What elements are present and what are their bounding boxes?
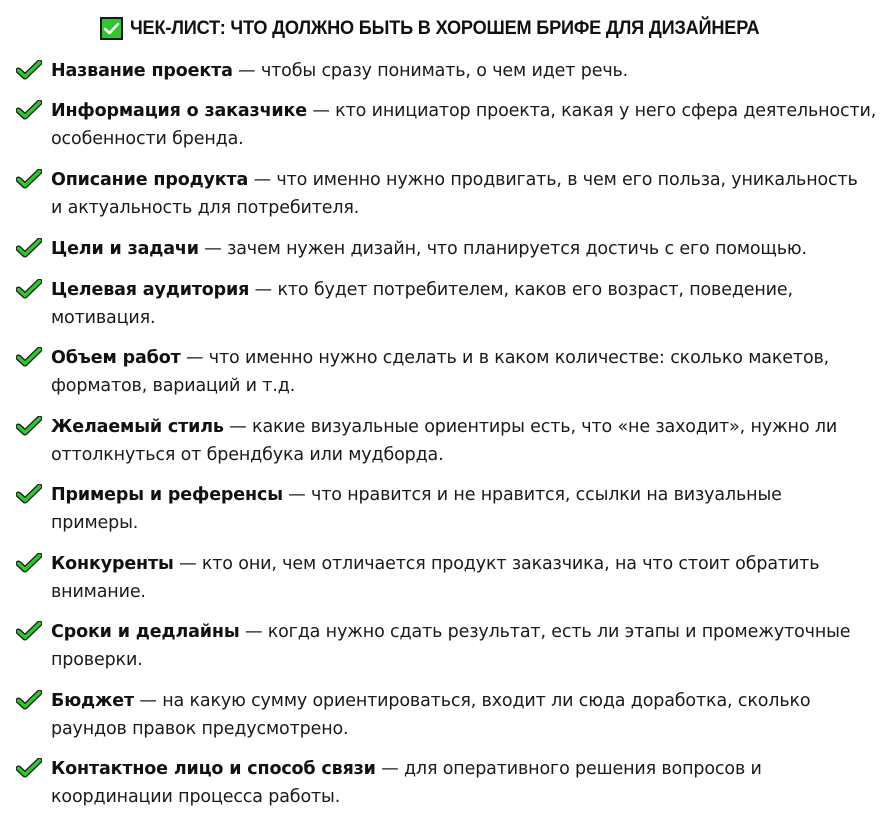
checklist-item-description: — кто инициатор проекта, какая у него сфера деятельности, — [307, 101, 877, 121]
checklist-item-text — [51, 688, 889, 743]
checklist-item-line-1 — [51, 236, 889, 264]
checklist-item-term: Контактное лицо и способ связи — [51, 759, 376, 779]
checklist-item-term: Желаемый стиль — [51, 417, 224, 437]
checklist-item-term: Название проекта — [51, 61, 233, 81]
checklist-item-line-1 — [51, 277, 889, 305]
checklist-item-text — [51, 619, 889, 674]
checklist-item-description-continued: координации процесса работы. — [51, 786, 341, 807]
checklist-item-text — [51, 756, 889, 811]
checklist-item-description: — что нравится и не нравится, ссылки на визуальные — [282, 485, 782, 505]
checked-box-icon — [100, 17, 123, 40]
checkmark-icon — [16, 484, 42, 504]
checkmark-icon — [16, 690, 42, 710]
checkmark-icon — [16, 279, 42, 299]
checklist-item-description: — кто они, чем отличается продукт заказчика, на что стоит обратить — [173, 554, 820, 574]
checkmark-icon — [16, 553, 42, 573]
checklist-item-description: — когда нужно сдать результат, есть ли этапы и промежуточные — [239, 622, 851, 642]
checklist-item-line-1 — [51, 756, 889, 784]
checklist-item-description: — на какую сумму ориентироваться, входит ли сюда доработка, сколько — [134, 691, 811, 711]
checklist-item-line-1 — [51, 482, 889, 510]
checklist-item-line-1 — [51, 167, 889, 195]
checklist-item-description-continued: форматов, вариаций и т.д. — [51, 375, 296, 396]
checkmark-icon — [16, 621, 42, 641]
page-title: ЧЕК-ЛИСТ: ЧТО ДОЛЖНО БЫТЬ В ХОРОШЕМ БРИФЕ ДЛЯ ДИЗАЙНЕРА — [130, 16, 760, 39]
checklist-item-text — [51, 482, 889, 537]
checklist-item-term: Конкуренты — [51, 554, 174, 574]
checkmark-icon — [16, 416, 42, 436]
checklist-item-description-continued: проверки. — [51, 649, 143, 670]
checklist-item-description-continued: и актуальность для потребителя. — [51, 197, 360, 218]
checklist-item-term: Примеры и референсы — [51, 485, 283, 505]
checkmark-icon — [16, 100, 42, 120]
checklist-item-line-1 — [51, 58, 889, 86]
checklist-item-description-continued: оттолкнуться от брендбука или мудборда. — [51, 444, 444, 465]
checkmark-icon — [16, 758, 42, 778]
checklist-item-description-continued: раундов правок предусмотрено. — [51, 718, 349, 739]
checklist-item-text — [51, 551, 889, 606]
checklist-item-line-1 — [51, 688, 889, 716]
checkmark-icon — [16, 169, 42, 189]
checklist-item-term: Сроки и дедлайны — [51, 622, 240, 642]
checklist-item-description-continued: внимание. — [51, 581, 146, 602]
checklist-item-description: — зачем нужен дизайн, что планируется достичь с его помощью. — [198, 239, 807, 259]
checklist-item-text — [51, 345, 889, 400]
checklist-item-description: — что именно нужно продвигать, в чем его польза, уникальность — [248, 170, 858, 190]
checklist-item-line-1 — [51, 414, 889, 442]
checklist-item-description: — какие визуальные ориентиры есть, что «не заходит», нужно ли — [223, 417, 838, 437]
checklist-item-term: Описание продукта — [51, 170, 249, 190]
checklist-item-line-1 — [51, 98, 889, 126]
checklist-item-description: — для оперативного решения вопросов и — [375, 759, 762, 779]
checkmark-icon — [16, 60, 42, 80]
checklist-item-term: Информация о заказчике — [51, 101, 307, 121]
checklist-item-description: — чтобы сразу понимать, о чем идет речь. — [232, 61, 629, 81]
checklist-item-description: — что именно нужно сделать и в каком количестве: сколько макетов, — [180, 348, 830, 368]
checklist-item-term: Объем работ — [51, 348, 181, 368]
checklist-item-line-1 — [51, 619, 889, 647]
checklist-item-line-1 — [51, 551, 889, 579]
checklist-item-description: — кто будет потребителем, каков его возраст, поведение, — [249, 280, 793, 300]
checklist-item-description-continued: мотивация. — [51, 307, 156, 328]
checkmark-icon — [16, 238, 42, 258]
checklist-item-description-continued: особенности бренда. — [51, 128, 244, 149]
checklist-item-term: Бюджет — [51, 691, 135, 711]
checklist-item-text — [51, 58, 889, 86]
page-title-row — [100, 14, 807, 42]
checklist-item-term: Целевая аудитория — [51, 280, 250, 300]
checklist-item-text — [51, 414, 889, 469]
checkmark-icon — [16, 347, 42, 367]
checklist-item-term: Цели и задачи — [51, 239, 199, 259]
checklist-item-line-1 — [51, 345, 889, 373]
checklist-item-text — [51, 236, 889, 264]
checklist-item-description-continued: примеры. — [51, 512, 139, 533]
checklist-item-text — [51, 277, 889, 332]
checklist-item-text — [51, 98, 889, 153]
checklist-item-text — [51, 167, 889, 222]
